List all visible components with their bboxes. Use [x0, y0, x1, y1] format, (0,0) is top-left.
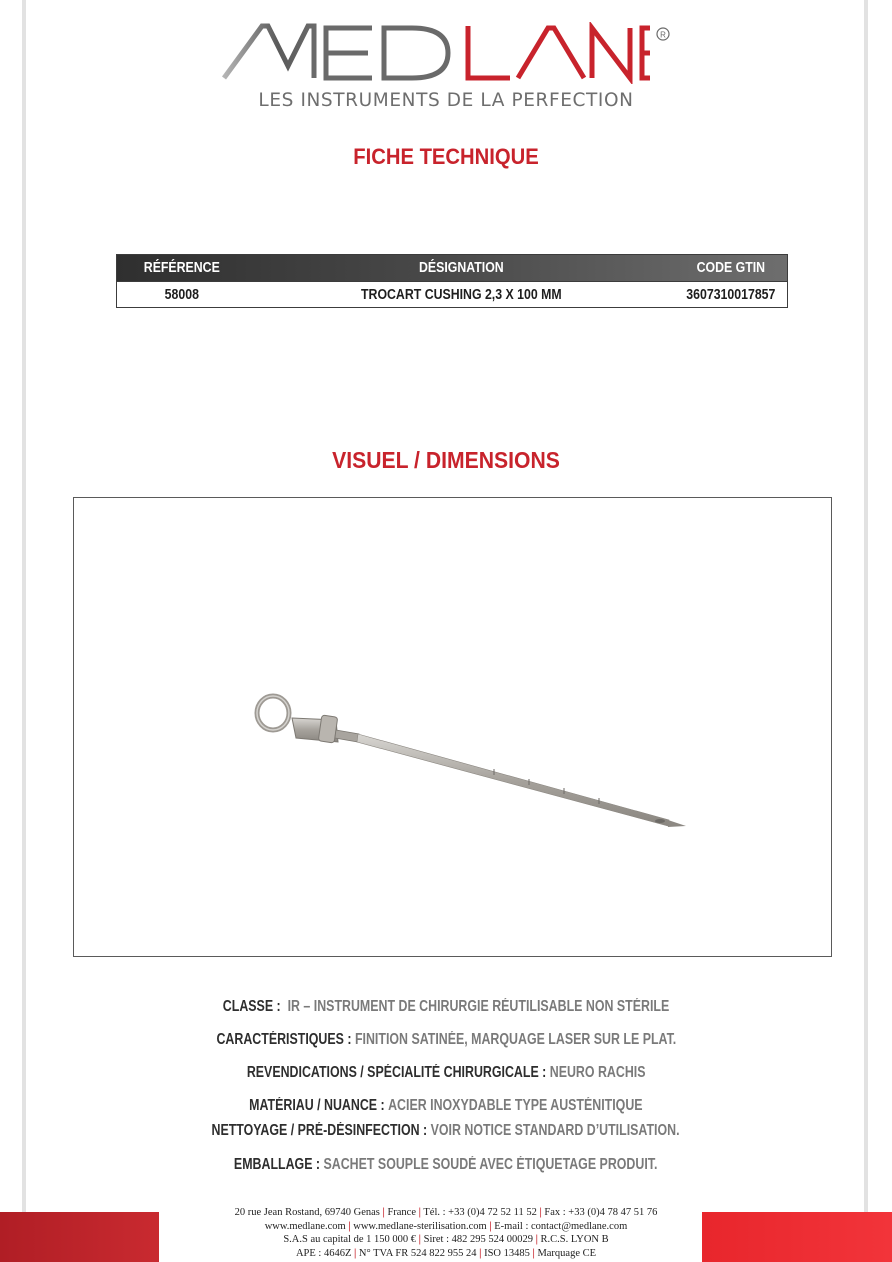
svg-text:R: R	[660, 30, 666, 40]
spec-label: CARACTÉRISTIQUES :	[216, 1031, 352, 1048]
footer-email-link[interactable]: E-mail : contact@medlane.com	[494, 1220, 628, 1232]
spec-value: VOIR NOTICE STANDARD D’UTILISATION.	[431, 1122, 681, 1139]
footer-tva: N° TVA FR 524 822 955 24	[358, 1247, 477, 1259]
footer-siret: Siret : 482 295 524 00029	[423, 1234, 533, 1246]
spec-label: CLASSE :	[222, 998, 281, 1015]
spec-materiau	[0, 1097, 892, 1115]
footer-line-1: 20 rue Jean Rostand, 69740 Genas | France | Tél. : +33 (0)4 72 52 11 52 | Fax : +33 (0)4 78 47 51 76	[234, 1207, 658, 1218]
footer-line-2: www.medlane.com | www.medlane-sterilisation.com | E-mail : contact@medlane.com	[264, 1220, 628, 1232]
spec-value: NEURO RACHIS	[549, 1064, 646, 1081]
footer-rcs: R.C.S. LYON B	[540, 1234, 609, 1246]
footer-fax: Fax : +33 (0)4 78 47 51 76	[544, 1207, 658, 1218]
medlane-logo	[222, 22, 674, 84]
footer-sterilisation-link[interactable]: www.medlane-sterilisation.com	[353, 1220, 487, 1232]
product-image-frame	[73, 497, 832, 957]
spec-emballage	[0, 1156, 892, 1174]
cell-designation: TROCART CUSHING 2,3 X 100 MM	[360, 286, 562, 303]
fiche-technique-title: FICHE TECHNIQUE	[353, 144, 539, 169]
footer-website-link[interactable]: www.medlane.com	[264, 1220, 346, 1232]
spec-value: IR – INSTRUMENT DE CHIRURGIE RÉUTILISABLE NON STÉRILE	[287, 998, 670, 1015]
spec-label: MATÉRIAU / NUANCE :	[249, 1097, 385, 1114]
footer-capital: S.A.S au capital de 1 150 000 €	[283, 1234, 417, 1246]
cell-gtin: 3607310017857	[686, 286, 776, 303]
header-gtin: CODE GTIN	[696, 260, 766, 276]
spec-nettoyage	[0, 1122, 892, 1140]
table-row	[117, 281, 787, 307]
spec-label: EMBALLAGE :	[234, 1156, 321, 1173]
visuel-dimensions-title: VISUEL / DIMENSIONS	[332, 447, 560, 473]
header-reference: RÉFÉRENCE	[143, 260, 220, 276]
footer-phone: Tél. : +33 (0)4 72 52 11 52	[423, 1207, 537, 1218]
footer-line-4: APE : 4646Z | N° TVA FR 524 822 955 24 | ISO 13485 | Marquage CE	[295, 1247, 597, 1259]
spec-label: NETTOYAGE / PRÉ-DÉSINFECTION :	[211, 1122, 428, 1139]
tagline: LES INSTRUMENTS DE LA PERFECTION	[258, 90, 634, 111]
footer-marquage: Marquage CE	[537, 1247, 597, 1259]
spec-revendications	[0, 1064, 892, 1082]
spec-caracteristiques	[0, 1031, 892, 1049]
footer-iso: ISO 13485	[484, 1247, 530, 1259]
spec-value: FINITION SATINÉE, MARQUAGE LASER SUR LE PLAT.	[354, 1031, 676, 1048]
trocar-image	[74, 498, 830, 955]
footer-ape: APE : 4646Z	[295, 1247, 352, 1259]
spec-value: ACIER INOXYDABLE TYPE AUSTÉNITIQUE	[388, 1097, 643, 1114]
footer-address-text: 20 rue Jean Rostand, 69740 Genas	[234, 1207, 380, 1218]
footer-country: France	[387, 1207, 417, 1218]
footer-line-3: S.A.S au capital de 1 150 000 € | Siret : 482 295 524 00029 | R.C.S. LYON B	[283, 1234, 609, 1246]
header-designation: DÉSIGNATION	[418, 260, 504, 276]
footer-address	[0, 1206, 892, 1260]
cell-reference: 58008	[164, 286, 199, 303]
reference-table	[116, 254, 788, 308]
table-header	[117, 255, 787, 281]
spec-classe	[0, 998, 892, 1016]
spec-label: REVENDICATIONS / SPÉCIALITÉ CHIRURGICALE :	[246, 1064, 547, 1081]
spec-value: SACHET SOUPLE SOUDÉ AVEC ÉTIQUETAGE PRODUIT.	[323, 1156, 658, 1173]
